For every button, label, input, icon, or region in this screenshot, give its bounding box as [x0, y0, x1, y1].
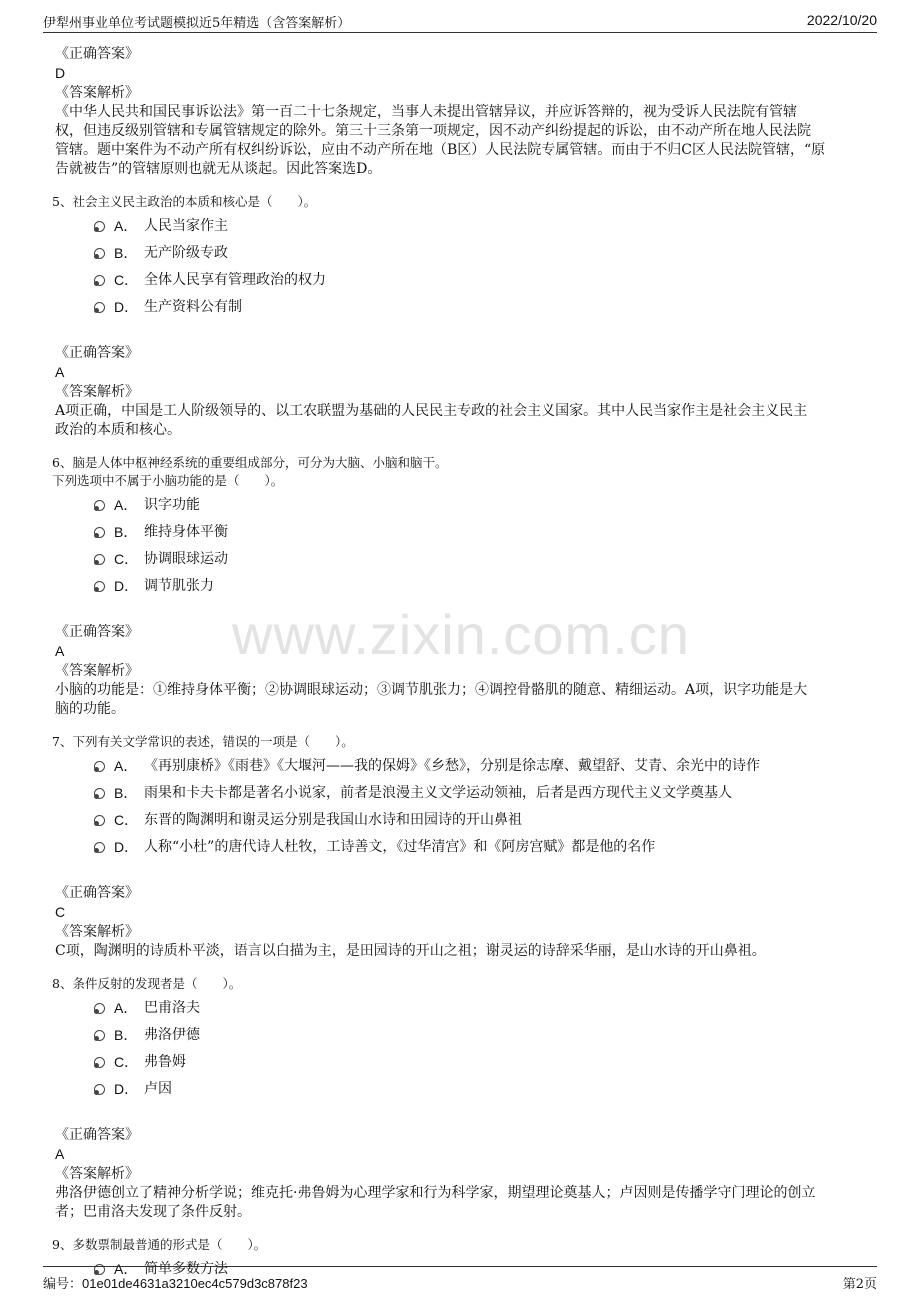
correct-answer: A — [55, 364, 65, 380]
option-text: 人称“小杜”的唐代诗人杜牧，工诗善文，《过华清宫》和《阿房宫赋》都是他的名作 — [144, 839, 656, 855]
option-list — [55, 215, 865, 323]
radio-icon[interactable] — [94, 221, 105, 232]
document-date: 2022/10/20 — [806, 12, 877, 28]
option-item[interactable] — [55, 494, 865, 521]
option-letter: B． — [114, 245, 138, 261]
option-letter: C． — [114, 551, 139, 567]
option-letter: A． — [114, 497, 138, 513]
question-stem-line: 6、脑是人体中枢神经系统的重要组成部分，可分为大脑、小脑和脑干。 — [52, 455, 448, 470]
analysis-line: 政治的本质和核心。 — [55, 422, 181, 438]
option-item[interactable] — [55, 548, 865, 575]
analysis-label: 《答案解析》 — [55, 384, 139, 400]
radio-icon[interactable] — [94, 1084, 105, 1095]
question-stem-line: 8、条件反射的发现者是（ ）。 — [52, 976, 242, 991]
option-item[interactable] — [55, 782, 865, 809]
option-item[interactable] — [55, 1078, 865, 1105]
document-code — [43, 1273, 308, 1292]
option-item[interactable] — [55, 215, 865, 242]
option-text: 弗鲁姆 — [144, 1054, 186, 1070]
page-header — [43, 10, 877, 33]
analysis-line: 管辖。题中案件为不动产所有权纠纷诉讼，应由不动产所在地（B区）人民法院专属管辖。而由于不归C区人民法院管辖，“原 — [55, 142, 826, 158]
option-item[interactable] — [55, 269, 865, 296]
radio-icon[interactable] — [94, 1003, 105, 1014]
analysis-label: 《答案解析》 — [55, 924, 139, 940]
question-stem-line: 9、多数票制最普通的形式是（ ）。 — [52, 1237, 267, 1252]
question-block — [52, 975, 865, 1222]
q4-answer-block — [55, 44, 865, 179]
document-title: 伊犁州事业单位考试题模拟近5年精选（含答案解析） — [43, 16, 351, 31]
option-letter: C． — [114, 272, 139, 288]
option-list — [55, 997, 865, 1105]
analysis-line: 《中华人民共和国民事诉讼法》第一百二十七条规定，当事人未提出管辖异议，并应诉答辩的，视为受诉人民法院有管辖 — [55, 104, 797, 120]
correct-answer-label: 《正确答案》 — [55, 345, 139, 361]
option-item[interactable] — [55, 1051, 865, 1078]
option-letter: B． — [114, 1027, 138, 1043]
question-stem-line: 下列选项中不属于小脑功能的是（ ）。 — [52, 473, 284, 488]
correct-answer: A — [55, 643, 65, 659]
analysis-text — [55, 681, 865, 719]
radio-icon[interactable] — [94, 248, 105, 259]
question-stem-line: 7、下列有关文学常识的表述，错误的一项是（ ）。 — [52, 734, 354, 749]
analysis-line: 脑的功能。 — [55, 701, 125, 717]
radio-icon[interactable] — [94, 761, 105, 772]
option-item[interactable] — [55, 521, 865, 548]
radio-icon[interactable] — [94, 275, 105, 286]
correct-answer-label: 《正确答案》 — [55, 624, 139, 640]
question-stem — [52, 733, 865, 751]
analysis-line: 者；巴甫洛夫发现了条件反射。 — [55, 1204, 251, 1220]
correct-answer-label: 《正确答案》 — [55, 885, 139, 901]
option-text: 协调眼球运动 — [144, 551, 228, 567]
option-text: 生产资料公有制 — [144, 299, 242, 315]
option-text: 人民当家作主 — [144, 218, 228, 234]
option-text: 无产阶级专政 — [144, 245, 228, 261]
option-text: 东晋的陶渊明和谢灵运分别是我国山水诗和田园诗的开山鼻祖 — [144, 812, 522, 828]
option-text: 简单多数方法 — [144, 1261, 228, 1277]
radio-icon[interactable] — [94, 527, 105, 538]
correct-answer: C — [55, 904, 66, 920]
radio-icon[interactable] — [94, 500, 105, 511]
page-content — [52, 44, 865, 1305]
question-block — [52, 454, 865, 719]
option-letter: A． — [114, 218, 138, 234]
option-letter: D． — [114, 839, 139, 855]
option-text: 识字功能 — [144, 497, 200, 513]
question-stem — [52, 975, 865, 993]
watermark: www.zixin.com.cn — [232, 603, 690, 666]
option-item[interactable] — [55, 296, 865, 323]
page-footer — [43, 1266, 877, 1295]
correct-answer-label: 《正确答案》 — [55, 46, 139, 62]
question-stem-line: 5、社会主义民主政治的本质和核心是（ ）。 — [52, 194, 317, 209]
radio-icon[interactable] — [94, 581, 105, 592]
option-text: 巴甫洛夫 — [144, 1000, 200, 1016]
radio-icon[interactable] — [94, 815, 105, 826]
option-letter: A． — [114, 758, 138, 774]
option-text: 《再别康桥》《雨巷》《大堰河——我的保姆》《乡愁》，分别是徐志摩、戴望舒、艾青、余光中的诗作 — [144, 758, 760, 774]
document-code-value: 01e01de4631a3210ec4c579d3c878f23 — [82, 1276, 308, 1291]
option-text: 全体人民享有管理政治的权力 — [144, 272, 326, 288]
option-item[interactable] — [55, 809, 865, 836]
analysis-line: 弗洛伊德创立了精神分析学说；维克托·弗鲁姆为心理学家和行为科学家，期望理论奠基人；卢因则是传播学守门理论的创立 — [55, 1185, 816, 1201]
radio-icon[interactable] — [94, 554, 105, 565]
option-text: 卢因 — [144, 1081, 172, 1097]
analysis-line: C项，陶渊明的诗质朴平淡，语言以白描为主，是田园诗的开山之祖；谢灵运的诗辞采华丽，是山水诗的开山鼻祖。 — [55, 943, 766, 959]
option-letter: B． — [114, 524, 138, 540]
option-text: 维持身体平衡 — [144, 524, 228, 540]
radio-icon[interactable] — [94, 1057, 105, 1068]
question-stem — [52, 1236, 865, 1254]
radio-icon[interactable] — [94, 1030, 105, 1041]
analysis-line: 告就被告”的管辖原则也就无从谈起。因此答案选D。 — [55, 161, 382, 177]
question-stem — [52, 454, 865, 490]
analysis-label: 《答案解析》 — [55, 1166, 139, 1182]
option-letter: D． — [114, 1081, 139, 1097]
option-letter: D． — [114, 578, 139, 594]
option-letter: A． — [114, 1261, 138, 1277]
page-number: 第2页 — [842, 1277, 877, 1292]
option-item[interactable] — [55, 755, 865, 782]
analysis-label: 《答案解析》 — [55, 663, 139, 679]
radio-icon[interactable] — [94, 302, 105, 313]
correct-answer: A — [55, 1146, 65, 1162]
option-text: 调节肌张力 — [144, 578, 214, 594]
option-letter: D． — [114, 299, 139, 315]
radio-icon[interactable] — [94, 842, 105, 853]
document-code-label: 编号： — [43, 1277, 83, 1292]
option-item[interactable] — [55, 997, 865, 1024]
option-item[interactable] — [55, 836, 865, 863]
option-letter: C． — [114, 812, 139, 828]
question-list — [52, 193, 865, 1285]
radio-icon[interactable] — [94, 788, 105, 799]
question-stem — [52, 193, 865, 211]
option-item[interactable] — [55, 242, 865, 269]
analysis-text — [55, 103, 865, 179]
question-block — [52, 733, 865, 961]
analysis-line: 小脑的功能是：①维持身体平衡；②协调眼球运动；③调节肌张力；④调控骨骼肌的随意、精细运动。A项，识字功能是大 — [55, 682, 808, 698]
question-block — [52, 193, 865, 440]
option-letter: A． — [114, 1000, 138, 1016]
option-letter: C． — [114, 1054, 139, 1070]
option-text: 弗洛伊德 — [144, 1027, 200, 1043]
analysis-text — [55, 1184, 865, 1222]
analysis-text — [55, 402, 865, 440]
analysis-line: A项正确，中国是工人阶级领导的、以工农联盟为基础的人民民主专政的社会主义国家。其中人民当家作主是社会主义民主 — [55, 403, 808, 419]
option-item[interactable] — [55, 1024, 865, 1051]
option-text: 雨果和卡夫卡都是著名小说家，前者是浪漫主义文学运动领袖，后者是西方现代主义文学奠基人 — [144, 785, 732, 801]
analysis-label: 《答案解析》 — [55, 85, 139, 101]
correct-answer: D — [55, 65, 66, 81]
correct-answer-label: 《正确答案》 — [55, 1127, 139, 1143]
option-list — [55, 755, 865, 863]
option-item[interactable] — [55, 575, 865, 602]
analysis-line: 权，但违反级别管辖和专属管辖规定的除外。第三十三条第一项规定，因不动产纠纷提起的诉讼，由不动产所在地人民法院 — [55, 123, 811, 139]
analysis-text — [55, 942, 865, 961]
option-list — [55, 494, 865, 602]
option-letter: B． — [114, 785, 138, 801]
